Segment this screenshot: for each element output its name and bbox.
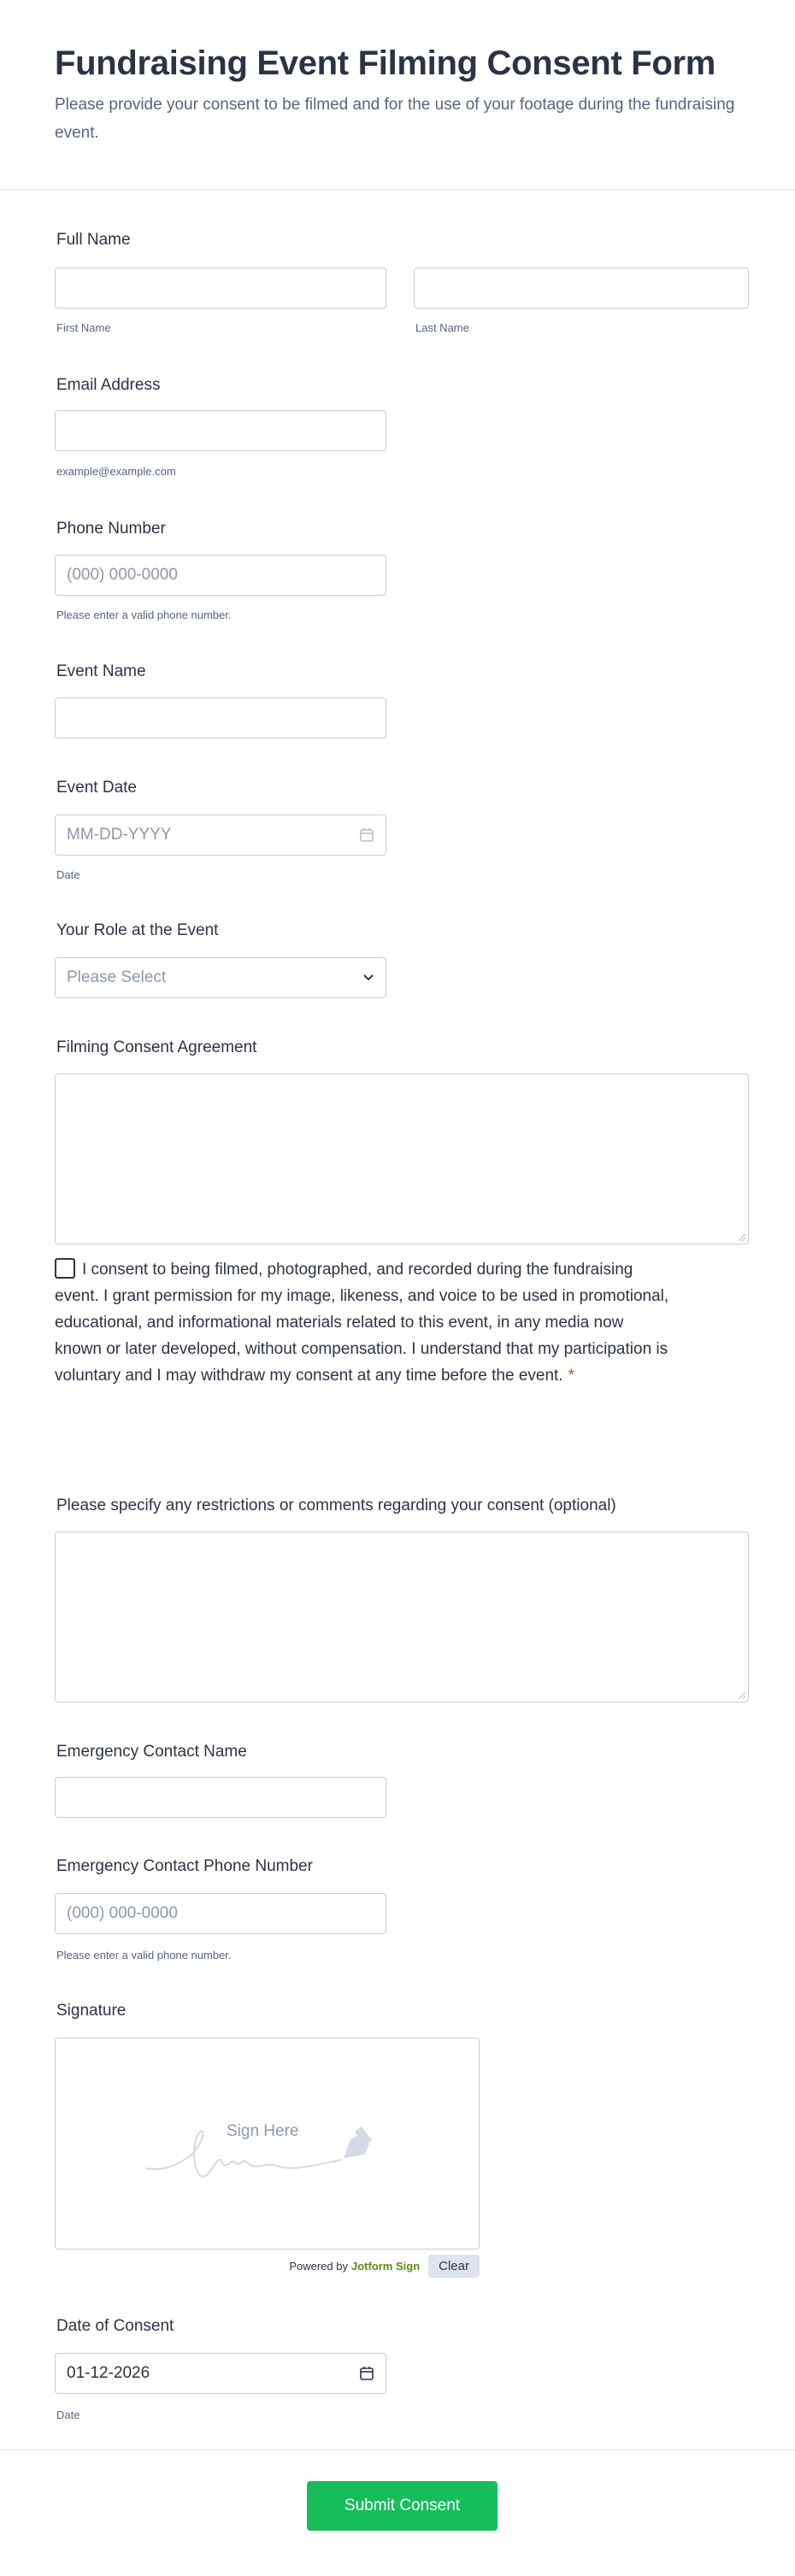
resize-grip-icon[interactable] bbox=[739, 1692, 745, 1699]
first-name-sublabel: First Name bbox=[56, 321, 111, 334]
email-sublabel: example@example.com bbox=[56, 465, 176, 478]
calendar-icon[interactable] bbox=[359, 827, 374, 843]
consent-date-input[interactable] bbox=[55, 2353, 386, 2394]
emergency-name-input[interactable] bbox=[55, 1777, 386, 1818]
phone-sublabel: Please enter a valid phone number. bbox=[56, 609, 232, 621]
email-label: Email Address bbox=[56, 376, 161, 394]
page-title: Fundraising Event Filming Consent Form bbox=[55, 44, 716, 82]
emergency-name-label: Emergency Contact Name bbox=[56, 1743, 247, 1761]
consent-checkbox[interactable] bbox=[55, 1258, 75, 1279]
restrictions-textarea[interactable] bbox=[55, 1532, 749, 1703]
signature-pad[interactable] bbox=[55, 2038, 480, 2250]
last-name-input[interactable] bbox=[414, 268, 749, 309]
email-input[interactable] bbox=[55, 410, 386, 451]
phone-placeholder: (000) 000-0000 bbox=[67, 566, 178, 584]
jotform-sign-link[interactable]: Jotform Sign bbox=[350, 2260, 421, 2273]
restrictions-label: Please specify any restrictions or comments regarding your consent (optional) bbox=[56, 1497, 616, 1514]
event-date-sublabel: Date bbox=[56, 868, 80, 881]
last-name-sublabel: Last Name bbox=[415, 321, 469, 334]
resize-grip-icon[interactable] bbox=[739, 1234, 745, 1241]
consent-checkbox-row bbox=[55, 1256, 670, 1389]
submit-consent-button[interactable]: Submit Consent bbox=[307, 2481, 498, 2531]
role-selected: Please Select bbox=[67, 968, 167, 986]
agreement-textarea[interactable] bbox=[55, 1073, 749, 1244]
emergency-phone-placeholder: (000) 000-0000 bbox=[67, 1904, 178, 1922]
event-name-label: Event Name bbox=[56, 662, 146, 680]
role-select[interactable] bbox=[55, 957, 386, 998]
event-name-input[interactable] bbox=[55, 697, 386, 738]
event-date-label: Event Date bbox=[56, 779, 137, 797]
signature-footer bbox=[256, 2255, 480, 2278]
calendar-icon[interactable] bbox=[359, 2366, 374, 2381]
role-label: Your Role at the Event bbox=[56, 921, 219, 939]
clear-signature-button[interactable]: Clear bbox=[428, 2255, 480, 2278]
phone-input[interactable] bbox=[55, 555, 386, 596]
consent-date-value: 01-12-2026 bbox=[67, 2364, 150, 2382]
phone-label: Phone Number bbox=[56, 520, 166, 538]
chevron-down-icon bbox=[362, 973, 374, 982]
required-mark: * bbox=[568, 1367, 574, 1385]
page-subtitle: Please provide your consent to be filmed and for the use of your footage during the fundraising event. bbox=[55, 96, 735, 142]
consent-date-sublabel: Date bbox=[56, 2408, 80, 2421]
agreement-label: Filming Consent Agreement bbox=[56, 1038, 257, 1056]
emergency-phone-label: Emergency Contact Phone Number bbox=[56, 1857, 313, 1875]
event-date-placeholder: MM-DD-YYYY bbox=[67, 826, 172, 844]
powered-by-text: Powered by bbox=[289, 2260, 348, 2273]
header-divider bbox=[0, 189, 795, 190]
emergency-phone-input[interactable] bbox=[55, 1893, 386, 1934]
consent-text: I consent to being filmed, photographed, and recorded during the fundraising event. I grant permission for my image, likeness, and voice to be used in promotional, educational, and informational materials related to this event, in any media now known or later developed, without compensation. I understand that my participation is voluntary and I may withdraw my consent at any time before the event. bbox=[55, 1261, 669, 1385]
signature-label: Signature bbox=[56, 2002, 127, 2020]
first-name-input[interactable] bbox=[55, 268, 386, 309]
consent-date-label: Date of Consent bbox=[56, 2317, 174, 2335]
signature-scribble-icon bbox=[145, 2115, 393, 2192]
emergency-phone-sublabel: Please enter a valid phone number. bbox=[56, 1949, 232, 1961]
full-name-label: Full Name bbox=[56, 231, 131, 249]
sign-here-text: Sign Here bbox=[227, 2122, 299, 2140]
event-date-input[interactable] bbox=[55, 815, 386, 856]
